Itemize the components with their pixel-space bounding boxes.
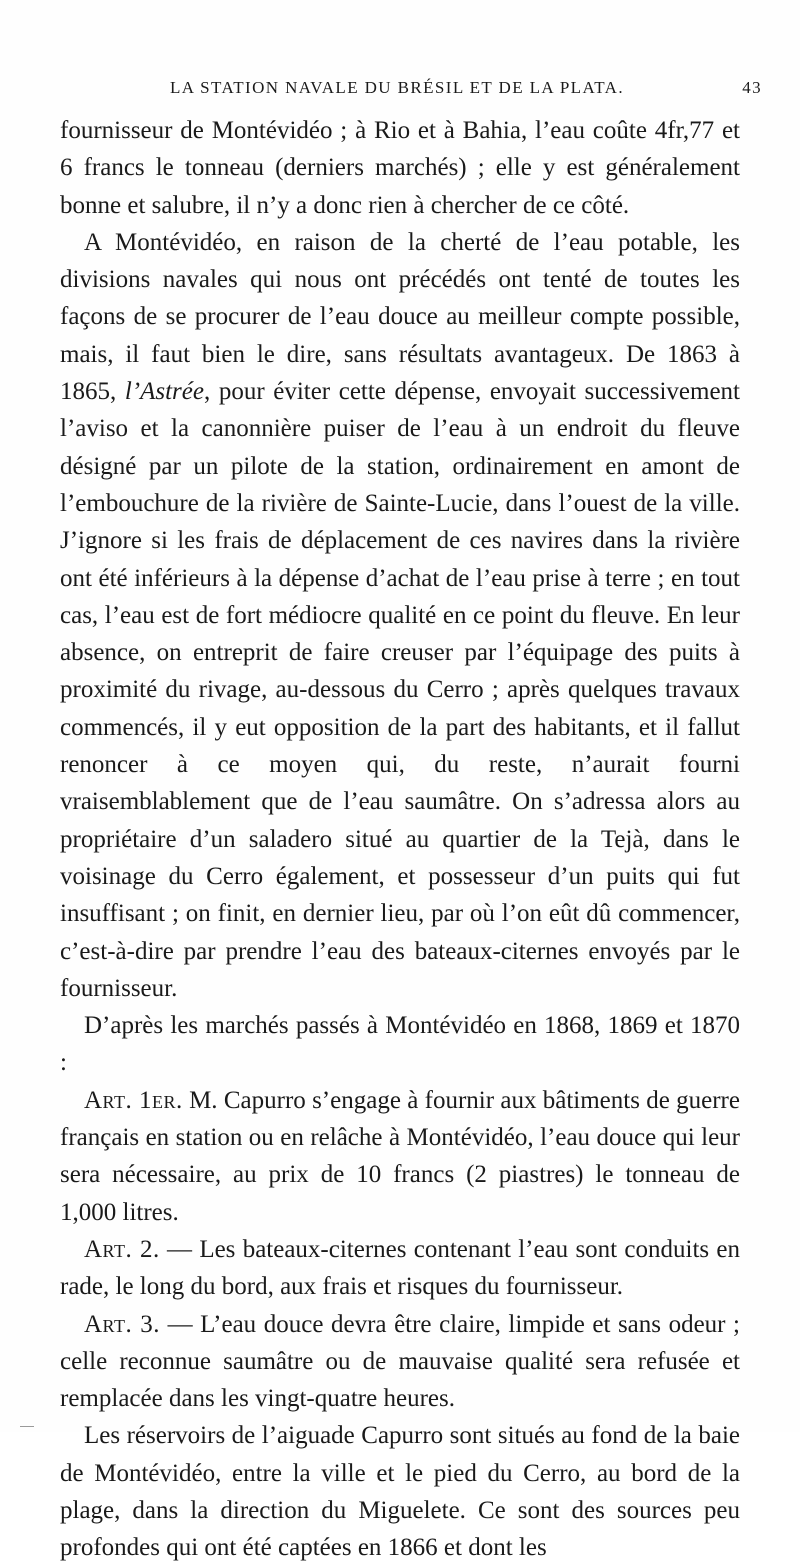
ship-name-astree: l’Astrée (124, 378, 204, 406)
article-1 (60, 1082, 740, 1231)
page-header (170, 74, 762, 104)
article-3-label: Art. 3. (84, 1310, 161, 1338)
paragraph-montevideo-text-after: , pour éviter cette dépense, envoyait successivement l’aviso et la canonnière puiser de l’eau à un endroit du fleuve désigné par un pilote de la station, ordinairement en amont de l’embouchure de la rivière de Sainte-Lucie, dans l’ouest de la ville. J’ignore si les frais de déplacement de ces navires dans la rivière ont été inférieurs à la dépense d’achat de l’eau prise à terre ; en tout cas, l’eau est de fort médiocre qualité en ce point du fleuve. En leur absence, on entreprit de faire creuser par l’équipage des puits à proximité du rivage, au-dessous du Cerro ; après quelques travaux commencés, il y eut opposition de la part des habitants, et il fallut renoncer à ce moyen qui, du reste, n’aurait fourni vraisemblablement que de l’eau saumâtre. On s’adressa alors au propriétaire d’un saladero situé au quartier de la Tejà, dans le voisinage du Cerro également, et possesseur d’un puits qui fut insuffisant ; on finit, en dernier lieu, par où l’on eût dû commencer, c’est-à-dire par prendre l’eau des bateaux-citernes envoyés par le fournisseur. (60, 378, 741, 1002)
article-2-label: Art. 2. (84, 1235, 160, 1263)
article-2 (60, 1231, 740, 1306)
article-2-text: — Les bateaux-citernes contenant l’eau sont conduits en rade, le long du bord, aux frais et risques du fournisseur. (60, 1235, 740, 1301)
running-title: LA STATION NAVALE DU BRÉSIL ET DE LA PLATA. (170, 78, 624, 97)
paragraph-montevideo-text-before: A Montévidéo, en raison de la cherté de l’eau potable, les divisions navales qui nous ont précédés ont tenté de toutes les façons de se procurer de l’eau douce au meilleur compte possible, mais, il faut bien le dire, sans résultats avantageux. De 1863 à 1865, (60, 228, 740, 406)
paragraph-continuation: fournisseur de Montévidéo ; à Rio et à Bahia, l’eau coûte 4fr,77 et 6 francs le tonneau (derniers marchés) ; elle y est généralement bonne et salubre, il n’y a donc rien à chercher de ce côté. (60, 117, 740, 219)
article-3 (60, 1306, 740, 1418)
article-3-text: — L’eau douce devra être claire, limpide et sans odeur ; celle reconnue saumâtre ou de mauvaise qualité sera refusée et remplacée dans les vingt-quatre heures. (60, 1310, 740, 1413)
article-1-text: M. Capurro s’engage à fournir aux bâtiments de guerre français en station ou en relâche à Montévidéo, l’eau douce qui leur sera nécessaire, au prix de 10 francs (2 piastres) le tonneau de 1,000 litres. (60, 1086, 740, 1226)
scan-edge-mark (20, 1426, 34, 1427)
paragraph-contracts-intro: D’après les marchés passés à Montévidéo en 1868, 1869 et 1870 : (60, 1012, 740, 1077)
paragraph-montevideo-water (60, 224, 740, 1007)
article-1-label: Art. 1er. (84, 1086, 183, 1114)
paragraph-capurro-reservoirs: Les réservoirs de l’aiguade Capurro sont situés au fond de la baie de Montévidéo, entre la ville et le pied du Cerro, au bord de la plage, dans la direction du Miguelete. Ce sont des sources peu profondes qui ont été captées en 1866 et dont les (60, 1422, 740, 1562)
page-number: 43 (742, 78, 762, 97)
body-text (60, 112, 740, 1567)
